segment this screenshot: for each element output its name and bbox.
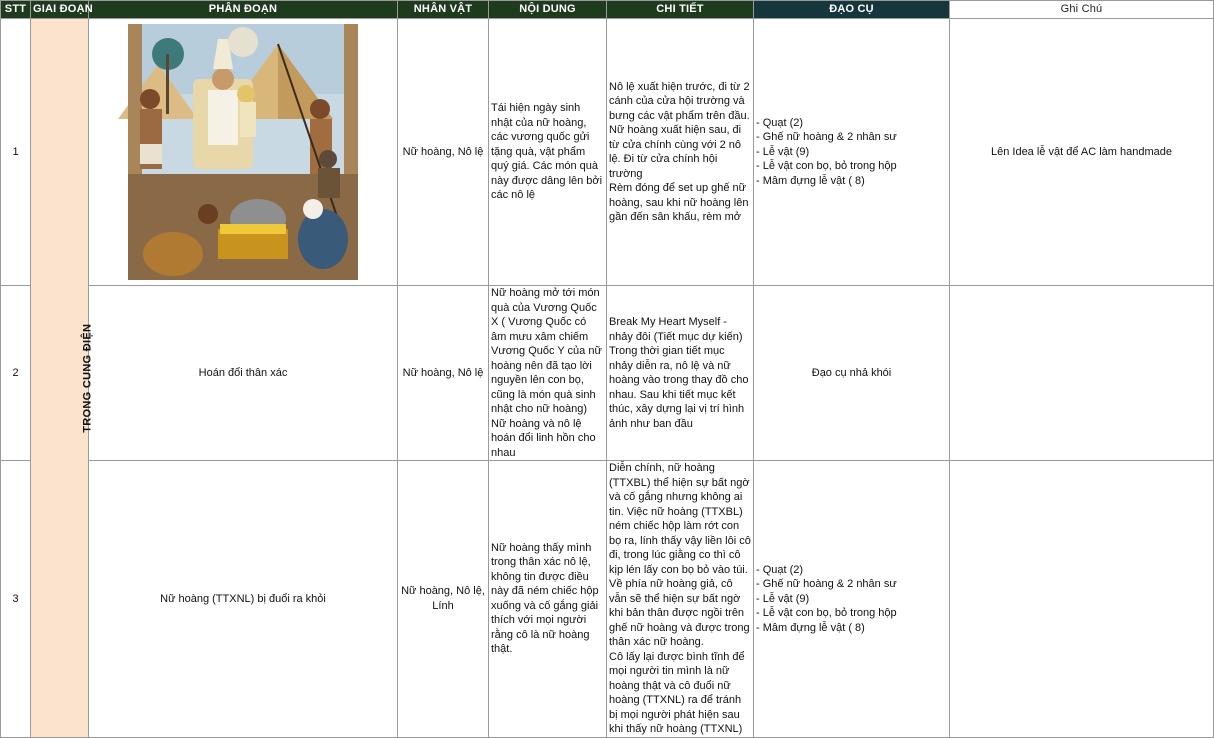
cell-noi-dung[interactable]: Nữ hoàng thấy mình trong thân xác nô lệ, không tin được điều này đã ném chiếc hộp xuống và cố gắng giải thích với mọi người rằng cô là nữ hoàng thật. bbox=[489, 461, 607, 738]
phase-cell[interactable] bbox=[31, 19, 94, 738]
header-phan-doan[interactable]: PHÂN ĐOẠN bbox=[89, 1, 398, 19]
cell-noi-dung[interactable]: Nữ hoàng mở tới món quà của Vương Quốc X ( Vương Quốc có âm mưu xâm chiếm Vương Quốc Y của nữ hoàng nên đã tạo lời nguyền lên con bọ, cũng là món quà sinh nhật cho nữ hoàng) Nữ hoàng và nô lệ hoán đổi linh hồn cho nhau bbox=[489, 286, 607, 461]
cell-dao-cu[interactable]: - Quạt (2) - Ghế nữ hoàng & 2 nhân sư - Lễ vật (9) - Lễ vật con bọ, bỏ trong hộp - Mâm đựng lễ vật ( 8) bbox=[754, 19, 950, 286]
cell-noi-dung[interactable]: Tái hiện ngày sinh nhật của nữ hoàng, các vương quốc gửi tặng quà, vật phẩm quý giá. Các món quà này được dâng lên bởi các nô lệ bbox=[489, 19, 607, 286]
cell-chi-tiet[interactable]: Diễn chính, nữ hoàng (TTXBL) thể hiện sự bất ngờ và cố gắng nhưng không ai tin. Việc nữ hoàng (TTXBL) ném chiếc hộp làm rớt con bọ ra, lính thấy vậy liền lôi cô đi, trong lúc giằng co thì cô kịp lén lấy con bọ bỏ vào túi. Về phía nữ hoàng giả, cô vẫn sẽ thể hiện sự bất ngờ khi bản thân được ngồi trên ghế nữ hoàng và được trong thân xác nữ hoàng. Cô lấy lại được bình tĩnh để mọi người tin mình là nữ hoàng thật và cô đuổi nữ hoàng (TTXNL) ra để tránh bị mọi người phát hiện sau khi thấy nữ hoàng (TTXNL) bbox=[607, 461, 754, 738]
header-giai-doan[interactable]: GIAI ĐOẠN bbox=[31, 1, 89, 19]
cell-chi-tiet[interactable]: Break My Heart Myself - nhảy đôi (Tiết mục dự kiến) Trong thời gian tiết mục nhảy diễn ra, nô lệ và nữ hoàng vào trong thay đồ cho nhau. Sau khi tiết mục kết thúc, xây dựng lại vị trí hình ảnh như ban đầu bbox=[607, 286, 754, 461]
cell-dao-cu[interactable]: - Quạt (2) - Ghế nữ hoàng & 2 nhân sư - Lễ vật (9) - Lễ vật con bọ, bỏ trong hộp - Mâm đựng lễ vật ( 8) bbox=[754, 461, 950, 738]
cell-chi-tiet[interactable]: Nô lệ xuất hiện trước, đi từ 2 cánh của cửa hội trường và bưng các vật phẩm trên đầu. Nữ hoàng xuất hiện sau, đi từ cửa chính cùng với 2 nô lệ. Đi từ cửa chính hội trường Rèm đóng để set up ghế nữ hoàng, sau khi nữ hoàng lên gần đến sân khấu, rèm mở bbox=[607, 19, 754, 286]
header-nhan-vat[interactable]: NHÂN VẬT bbox=[398, 1, 489, 19]
egypt-illustration-image bbox=[128, 24, 358, 280]
header-chi-tiet[interactable]: CHI TIẾT bbox=[607, 1, 754, 19]
cell-phan-doan[interactable]: Hoán đổi thân xác bbox=[89, 286, 398, 461]
header-dao-cu[interactable]: ĐẠO CỤ bbox=[754, 1, 950, 19]
phase-label: TRONG CUNG ĐIỆN bbox=[81, 323, 94, 433]
table-row bbox=[1, 286, 1214, 461]
cell-phan-doan[interactable]: Nữ hoàng (TTXNL) bị đuổi ra khỏi bbox=[89, 461, 398, 738]
table-row bbox=[1, 19, 1214, 286]
header-row bbox=[1, 1, 1214, 19]
cell-dao-cu[interactable]: Đạo cụ nhả khói bbox=[754, 286, 950, 461]
cell-nhan-vat[interactable]: Nữ hoàng, Nô lệ, Lính bbox=[398, 461, 489, 738]
cell-nhan-vat[interactable]: Nữ hoàng, Nô lệ bbox=[398, 19, 489, 286]
header-stt[interactable]: STT bbox=[1, 1, 31, 19]
header-ghi-chu[interactable]: Ghi Chú bbox=[950, 1, 1214, 19]
header-noi-dung[interactable]: NỘI DUNG bbox=[489, 1, 607, 19]
cell-phan-doan-image[interactable] bbox=[89, 19, 398, 286]
cell-stt[interactable]: 1 bbox=[1, 19, 31, 286]
cell-ghi-chu[interactable]: Lên Idea lễ vật để AC làm handmade bbox=[950, 19, 1214, 286]
cell-nhan-vat[interactable]: Nữ hoàng, Nô lệ bbox=[398, 286, 489, 461]
cell-ghi-chu[interactable] bbox=[950, 461, 1214, 738]
table-row bbox=[1, 461, 1214, 738]
cell-ghi-chu[interactable] bbox=[950, 286, 1214, 461]
cell-stt[interactable]: 3 bbox=[1, 461, 31, 738]
cell-stt[interactable]: 2 bbox=[1, 286, 31, 461]
